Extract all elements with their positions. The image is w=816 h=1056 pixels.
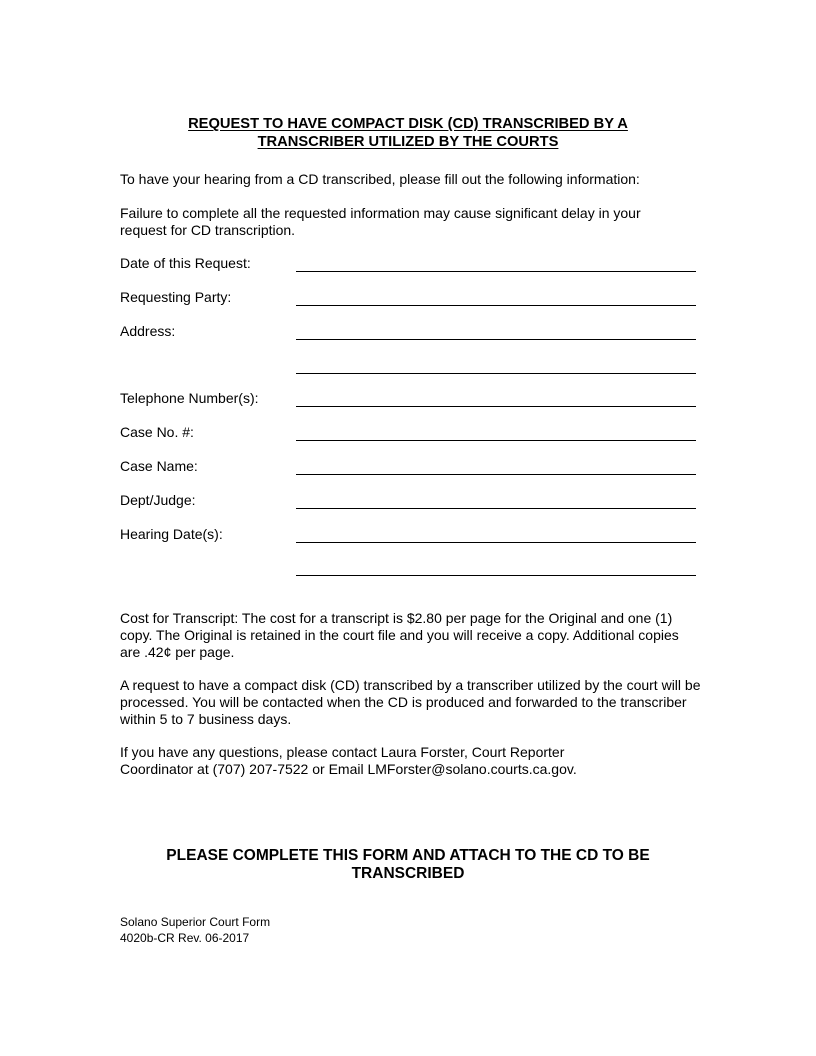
cost-paragraph: Cost for Transcript: The cost for a transcript is $2.80 per page for the Original and one (1) copy. The Original is retained in the court file and you will receive a copy. Additional copies are .42¢ per page. [120,610,679,660]
requesting-party-line[interactable] [296,305,696,306]
address-label: Address: [120,323,176,339]
telephone-label: Telephone Number(s): [120,390,259,406]
closing-instruction-line-1: PLEASE COMPLETE THIS FORM AND ATTACH TO THE CD TO BE [166,847,650,864]
instruction-text: To have your hearing from a CD transcribed, please fill out the following information: [120,171,640,187]
form-footer-line-2: 4020b-CR Rev. 06-2017 [120,931,250,945]
case-name-row [120,456,697,476]
requesting-party-row [120,287,697,307]
hearing-date-row [120,524,697,544]
contact-paragraph: If you have any questions, please contact Laura Forster, Court Reporter Coordinator at (707) 207-7522 or Email LMForster@solano.courts.ca.gov. [120,744,577,777]
hearing-date-line-1[interactable] [296,542,696,543]
telephone-line[interactable] [296,406,696,407]
date-of-request-row [120,253,697,273]
case-number-line[interactable] [296,440,696,441]
telephone-row [120,388,697,408]
dept-judge-line[interactable] [296,508,696,509]
hearing-date-label: Hearing Date(s): [120,526,223,542]
date-of-request-label: Date of this Request: [120,255,251,271]
address-line-1[interactable] [296,339,696,340]
address-row [120,321,697,341]
hearing-date-row-continued [120,557,697,577]
address-line-2[interactable] [296,373,696,374]
requesting-party-label: Requesting Party: [120,289,232,305]
case-number-label: Case No. #: [120,424,194,440]
case-number-row [120,422,697,442]
form-title-line-2: TRANSCRIBER UTILIZED BY THE COURTS [257,134,559,150]
case-name-line[interactable] [296,474,696,475]
case-name-label: Case Name: [120,458,198,474]
warning-text: Failure to complete all the requested information may cause significant delay in your request for CD transcription. [120,205,641,238]
process-paragraph: A request to have a compact disk (CD) transcribed by a transcriber utilized by the court will be processed. You will be contacted when the CD is produced and forwarded to the transcriber within 5 to 7 business days. [120,677,701,727]
hearing-date-line-2[interactable] [296,575,696,576]
form-title-line-1: REQUEST TO HAVE COMPACT DISK (CD) TRANSCRIBED BY A [188,116,628,132]
form-footer-line-1: Solano Superior Court Form [120,915,271,929]
address-row-continued [120,355,697,375]
dept-judge-label: Dept/Judge: [120,492,196,508]
dept-judge-row [120,490,697,510]
closing-instruction-line-2: TRANSCRIBED [351,865,465,882]
date-of-request-line[interactable] [296,271,696,272]
